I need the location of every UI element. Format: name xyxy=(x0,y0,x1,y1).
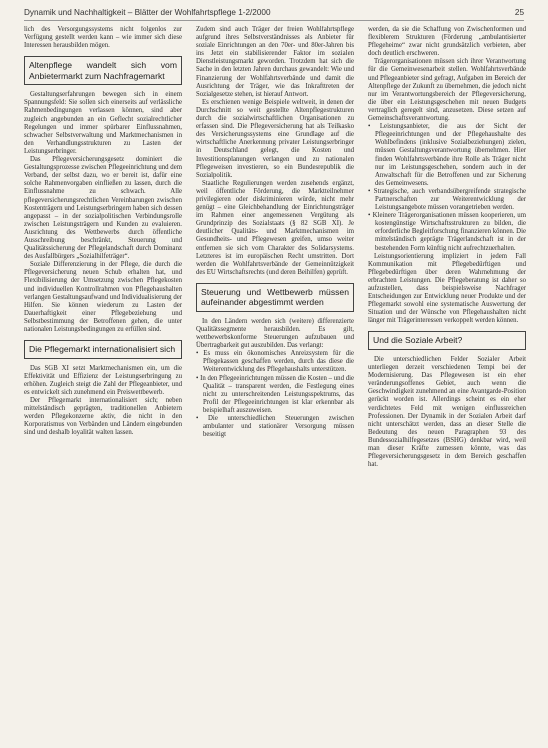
section-heading-box: Altenpflege wandelt sich vom Anbietermarkt zum Nachfragemarkt xyxy=(24,56,182,85)
section-heading-box: Und die Soziale Arbeit? xyxy=(368,331,526,350)
paragraph: Trägerorganisationen müssen sich ihrer Verantwortung für die Gemeinwesenarbeit stellen. Wohlfahrtsverbände und Pflegeanbieter sind gefragt, Aufgaben im Bereich der Altenpflege der Zukunft zu übernehmen, die jedoch nicht nur im Verantwortungsbereich der Pflegeversicherung, die über ein Leistungsgeschehen mit neuen Budgets vertraglich geregelt sind, anzusetzen. Diese setzen auf Gemeinschaftsverantwortung. xyxy=(368,58,526,123)
page-number: 25 xyxy=(514,8,524,17)
paragraph: Leistungsorientierung impliziert in jedem Fall Kommunikation mit Pflegebedürftigen und Pflegebedürftigen über deren Wahrnehmung der erbrachten Leistungen. Die Pflegeberatung ist daher so aufzustellen, dass beispielsweise Nachfrager Entscheidungen zur Entwicklung neuer Produkte und der Pflegemarkt sowohl eine systematische Auswertung der Situation und der Wünsche von Pflegehaushalten nicht länger mit Trägerinteressen verkoppelt werden können. xyxy=(368,252,526,325)
paragraph: In den Ländern werden sich (weitere) differenzierte Qualitätssegmente herausbilden. Es gilt, wettbewerbskonforme Steuerungen aufzubauen und Übertragbarkeit gut auszubilden. Das verlangt: xyxy=(196,317,354,350)
column-1 xyxy=(24,26,182,744)
paragraph: Die unterschiedlichen Felder Sozialer Arbeit unterliegen derzeit verschiedenen Tempi bei der Modernisierung. Das Pflegewesen ist ein eher veränderungsoffenes Gebiet, auch wenn die Geschwindigkeit zunehmend an eine Avantgarde-Position gerückt worden ist. Allerdings scheint es ein eher verdichtetes Feld mit wenigen einflussreichen Professionen. Der Dynamik in der Sozialen Arbeit darf nicht unterschätzt werden, dass an dieser Stelle die Bedeutung des neuen Paragraphen 93 des Bundessozialhilfegesetzes (BSHG) denkbar wird, weil man dieser Kräfte zumessen könnte, was das Pflegeversicherungsgesetz in dem Bereich geschaffen hat. xyxy=(368,355,526,469)
section-heading-box: Steuerung und Wettbewerb müssen aufeinander abgestimmt werden xyxy=(196,283,354,312)
bullet-list xyxy=(196,350,354,439)
list-item: • Leistungsanbieter, die aus der Sicht der Pflegeeinrichtungen und der Pflegehaushalte des Wohlbefindens (inklusive Sozialbeziehungen) zielen, müssen Gestaltungsverantwortung übernehmen. Hier finden Wohlfahrtsverbände ihre Rolle als Träger nicht nur im Leistungsgeschehen, sondern auch in der Anwaltschaft für die Betroffenen und zur Sicherung des Gemeinwesens. xyxy=(368,123,526,187)
paragraph: Das Pflegeversicherungsgesetz dominiert die Gestaltungsprozesse zwischen Pflegeeinrichtung und dem Verband, der selbst dazu, wo er bereit ist, dafür eine solche Rahmenvorgaben einfließen zu lassen, durch die Einflussnahme zu schwach. Alle pflegeversicherungsrechtlichen Vereinbarungen zwischen Kostenträgern und Leistungserbringern haben sich dessen angepasst – in der sozialpolitischen Verbindungsrolle zwischen Leistungsträgern und Kunden zu evaluieren. Ausrichtung des Wettbewerbs durch öffentliche Ausschreibung beschränkt, Steuerung und Qualitätssicherung der Pflegelandschaft durch Dominanz des Ausfallbürgers „Sozialhilfeträger“. xyxy=(24,156,182,261)
paragraph: Zudem sind auch Träger der freien Wohlfahrtspflege aufgrund ihres Selbstverständnisses als Anbieter für soziale Einrichtungen an den 70er- und 80er-Jahren bis ins Jetzt ein stabilisierender Faktor im sozialen Dienstleistungsmarkt geworden. Trotzdem hat sich die Sache in den letzten Jahren durchaus gewandelt: Wie und Finanzierung der Wohlfahrtsverbände und damit die Ausrichtung der Träger, wie das Inkrafttreten der Sozialgesetze stehen, ist hierauf Antwort. xyxy=(196,26,354,98)
bullet-list xyxy=(368,123,526,253)
page-header xyxy=(24,6,524,21)
list-item: • Strategische, auch verbandsübergreifende strategische Partnerschaften zur Weiterentwicklung der Leistungsangebote müssen vorangetrieben werden. xyxy=(368,187,526,212)
paragraph: Das SGB XI setzt Marktmechanismen ein, um die Effektivität und Effizienz der Leistungserbringung zu erhöhen. Zugleich steigt die Zahl der Pflegeanbieter, und es entwickelt sich zunehmend ein Preiswettbewerb. xyxy=(24,364,182,396)
column-3 xyxy=(368,26,526,744)
section-heading-box: Die Pflegemarkt internationalisiert sich xyxy=(24,340,182,359)
running-title: Dynamik und Nachhaltigkeit – Blätter der Wohlfahrtspflege 1-2/2000 xyxy=(24,8,271,17)
paragraph: Der Pflegemarkt internationalisiert sich; neben mittelständisch geprägten, traditionellen Anbietern werden Pflegekonzerne aktiv, die nicht in den Korporatismus von Verbänden und Ländern eingebunden sind und deshalb loyalität walten lassen. xyxy=(24,396,182,437)
paragraph: Es erschienen wenige Beispiele weltweit, in denen der Durchschnitt so weit gestellte Altenpflegestrukturen durch die sozialwirtschaftlichen Organisationen zu erfassen sind. Die Pflegeversicherung hat als Teilkasko des Versicherungssystems eine Grundlage auf die wirtschaftliche Anerkennung privater Leistungserbringer in Deutschland gelegt, die Kosten und Investitionsplanungen verlangen und zu nationalen Pflegeweisen investieren, so ein Bundesrepublik die Sozialpolitik. xyxy=(196,98,354,179)
paragraph: lich des Versorgungssystems nicht folgenlos zur Verfügung gestellt werden kann – wie immer sich diese Interessen herausbilden mögen. xyxy=(24,26,182,50)
list-item: • Die unterschiedlichen Steuerungen zwischen ambulanter und stationärer Versorgung müssen beseitigt xyxy=(196,415,354,439)
paragraph: Gestaltungserfahrungen bewegen sich in einem Spannungsfeld: Sie sollen sich einerseits auf verlässliche Rahmenbedingungen verlassen können, sind aber zugleich angebunden an ein Geflecht sozialrechtlicher Regelungen und immer spürbarer Einflussnahmen, schwacher Selbstverwaltung und Marktmechanismen in den Verhandlungsstrukturen zu Lasten der Leistungserbringer. xyxy=(24,91,182,155)
list-item: • Kleinere Trägerorganisationen müssen kooperieren, um kostengünstige Wirtschaftsstrukturen zu bilden, die erforderliche Begleitforschung finanzieren können. Die mittelständisch geprägte Trägerlandschaft ist in der bestehenden Form künftig nicht aufrechtzuerhalten. xyxy=(368,212,526,252)
list-item: • In den Pflegeeinrichtungen müssen die Kosten – und die Qualität – transparent werden, die Festlegung eines nicht zu unterschreitenden Leistungsspektrums, das Profil der Pflegeeinrichtungen ist klar erkennbar als beispielhaft auszuweisen. xyxy=(196,374,354,414)
paragraph: Soziale Differenzierung in der Pflege, die durch die Pflegeversicherung neuen Schub erhalten hat, und Flexibilisierung der Umsetzung zwischen Pflegekosten und individuellen Kontrollrahmen von Pflegehaushalten verlangen Gestaltungsaufwand und Individualisierung der Hilfen. Sie können wiederum zu Lasten der Dauerhaftigkeit einer Pflegebeziehung und Selbstbestimmung der Betroffenen gehen, die unter nationalen Leistungsbedingungen zu erfüllen sind. xyxy=(24,261,182,333)
list-item: • Es muss ein ökonomisches Anreizsystem für die Pflegekassen geschaffen werden, durch das diese die Weiterentwicklung des Pflegehaushalts unterstützen. xyxy=(196,350,354,374)
paragraph: Staatliche Regulierungen werden zusehends ergänzt, weil öffentliche Förderung, die Marktteilnehmer privilegieren oder diskriminieren würde, nicht mehr genügt – eine Gleichbehandlung der Einrichtungsträger im Rahmen einer angemessenen Vergütung als Grundprinzip des Sozialstaats (§ 82 SGB XI). Je deutlicher Qualitäts- und Marktmechanismen im Gesundheits- und Pflegewesen greifen, umso weiter entfernen sie sich vom Charakter des Solidarsystems. Letzteres ist im europäischen Recht umstritten. Dort werden die Wohlfahrtsverbände der Gemeinnützigkeit des EU Wirtschaftsrechts (und deren Beihilfen) geprüft. xyxy=(196,179,354,276)
column-2 xyxy=(196,26,354,744)
paragraph: werden, da sie die Schaffung von Zwischenformen und flexiblerem Strukturen (Förderung „ambulantisierter Pflegeheime“ zwar nicht grundsätzlich verbieten, aber doch deutlich erschweren. xyxy=(368,26,526,58)
